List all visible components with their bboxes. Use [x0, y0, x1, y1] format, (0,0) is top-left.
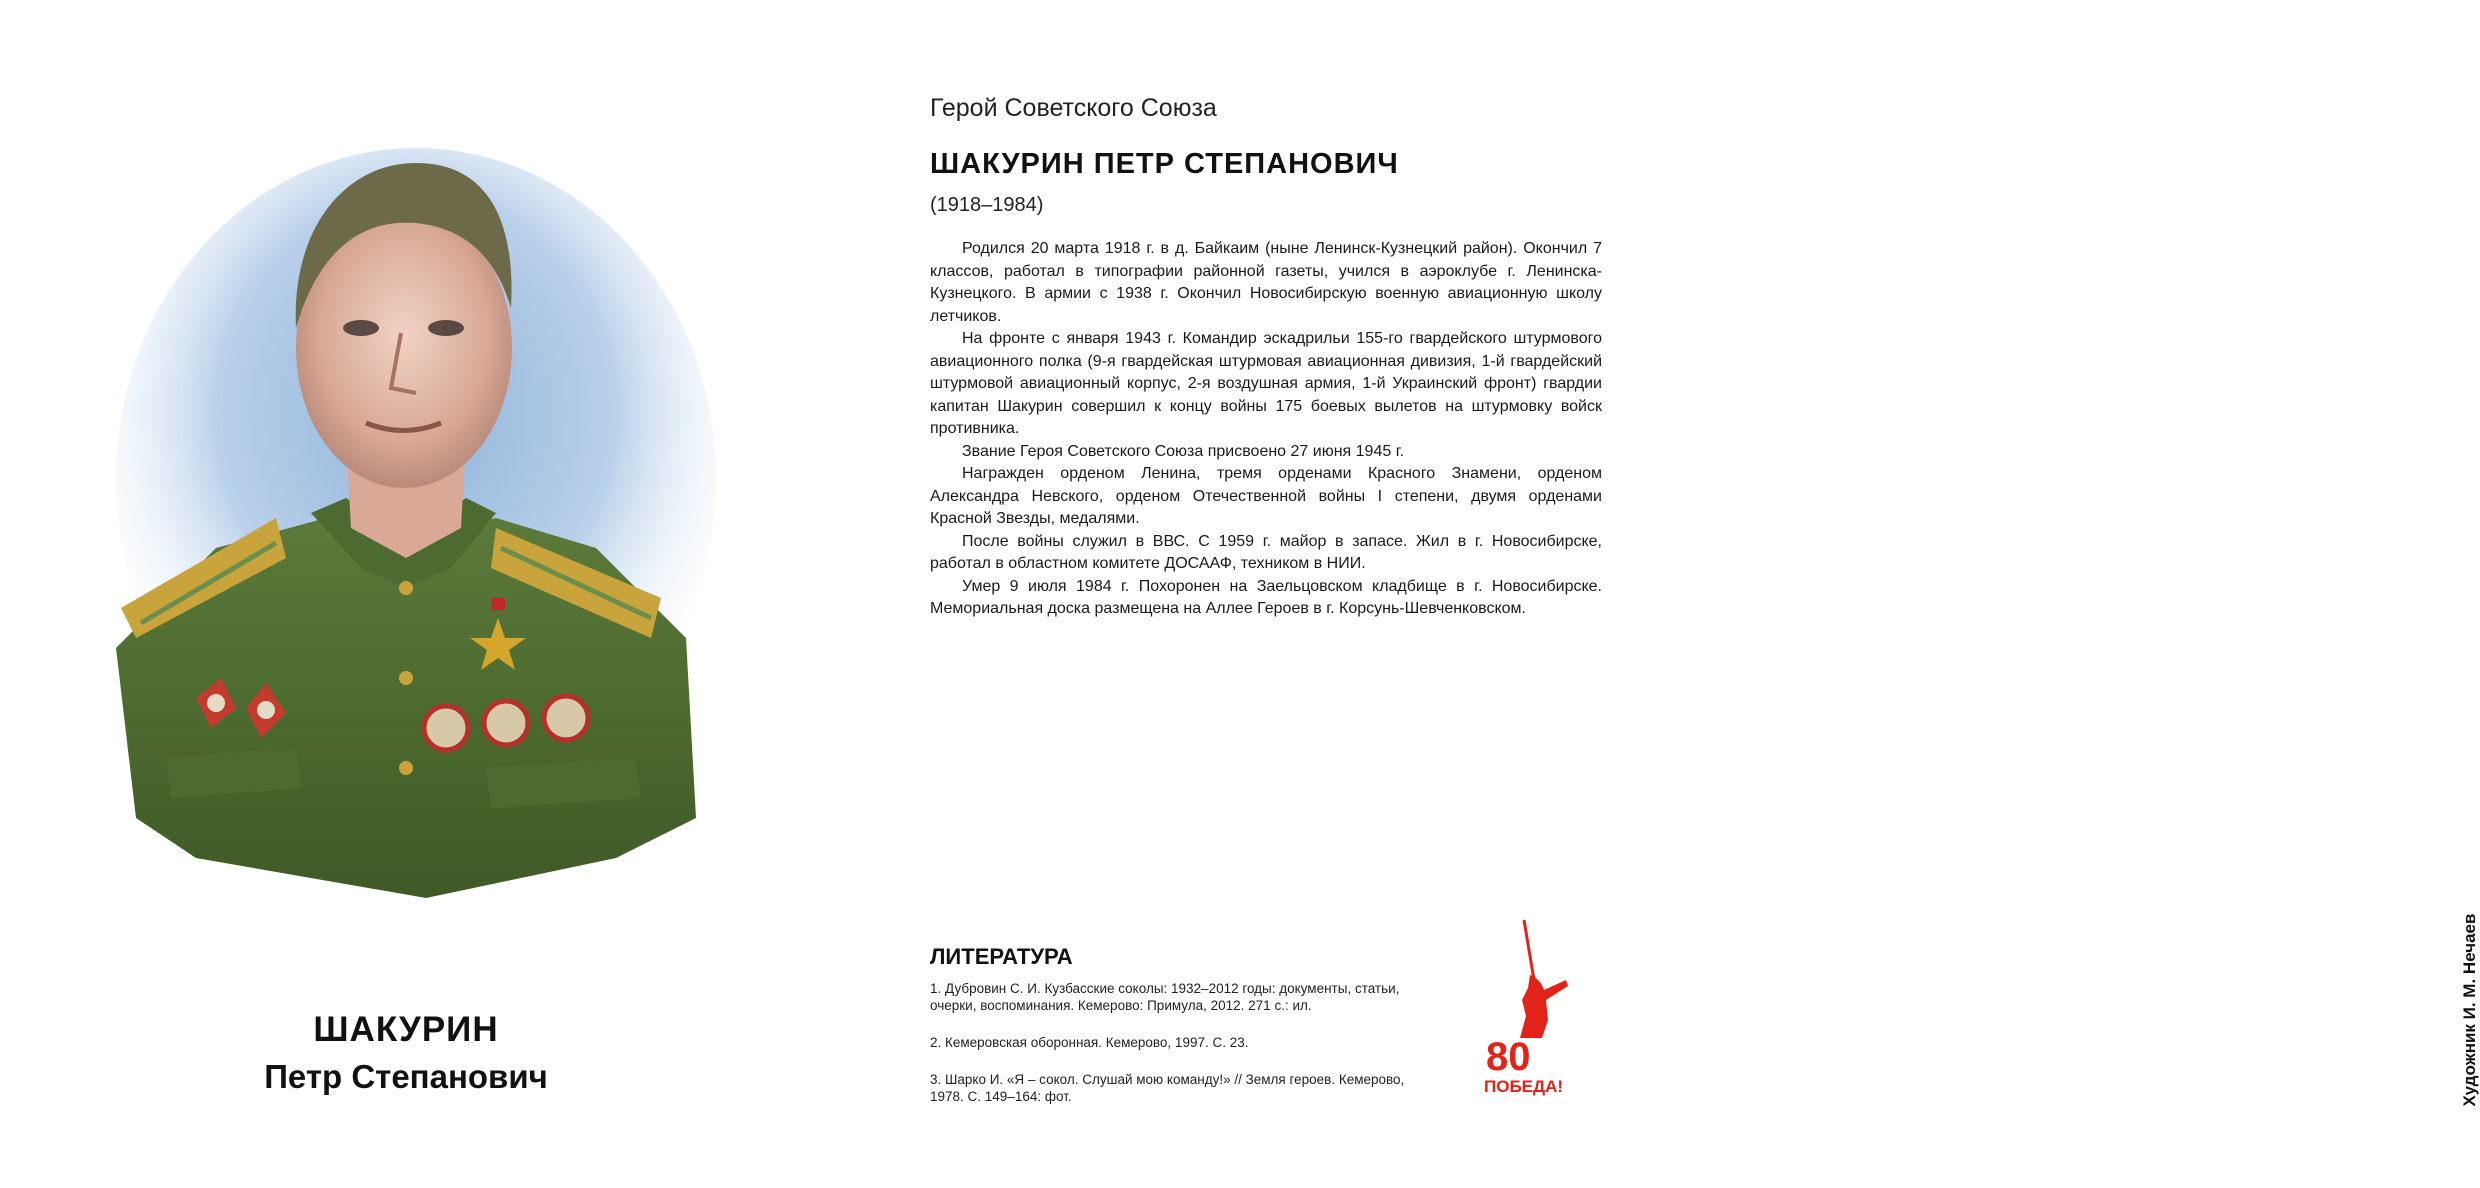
literature-item: 2. Кемеровская оборонная. Кемерово, 1997. С. 23.: [930, 1035, 1249, 1050]
literature-list: [930, 980, 1420, 1125]
life-years: (1918–1984): [930, 194, 1044, 216]
page-title: ШАКУРИН ПЕТР СТЕПАНОВИЧ: [930, 148, 1399, 180]
supertitle: Герой Советского Союза: [930, 94, 1217, 122]
caption-given-names: Петр Степанович: [264, 1058, 548, 1095]
bio-paragraph: На фронте с января 1943 г. Командир эскадрильи 155-го гвардейского штурмового авиационного полка (9-я гвардейская штурмовая авиационная дивизия, 1-й гвардейский штурмовой авиационный корпус, 2-я воздушная армия, 1-й Украинский фронт) гвардии капитан Шакурин совершил к концу войны 175 боевых вылетов на штурмовку войск противника.: [930, 330, 1602, 437]
biography: [930, 238, 1602, 621]
hero-portrait: [96, 118, 716, 978]
left-page: [0, 0, 840, 1188]
logo-text: ПОБЕДА!: [1484, 1077, 1564, 1096]
caption-surname: ШАКУРИН: [313, 1010, 499, 1049]
portrait-painting-icon: [96, 118, 716, 978]
motherland-calls-monument-icon: [1520, 920, 1568, 1038]
bio-paragraph: Родился 20 марта 1918 г. в д. Байкаим (ныне Ленинск-Кузнецкий район). Окончил 7 классов, работал в типографии районной газеты, учился в аэроклубе г. Ленинска-Кузнецкого. В армии с 1938 г. Окончил Новосибирскую военную авиационную школу летчиков.: [930, 240, 1602, 325]
literature-item: 3. Шарко И. «Я – сокол. Слушай мою команду!» // Земля героев. Кемерово, 1978. С. 149–164: фот.: [930, 1072, 1405, 1104]
logo-number: 80: [1486, 1035, 1531, 1079]
artist-credit: Художник И. М. Нечаев: [2460, 913, 2479, 1107]
victory-80-logo: [1482, 920, 1582, 1100]
literature-heading: ЛИТЕРАТУРА: [930, 944, 1073, 969]
bio-paragraph: Звание Героя Советского Союза присвоено 27 июня 1945 г.: [962, 442, 1405, 460]
bio-paragraph: Умер 9 июля 1984 г. Похоронен на Заельцовском кладбище в г. Новосибирске. Мемориальная доска размещена на Аллее Героев в г. Корсунь-Шевченковском.: [930, 577, 1602, 617]
literature-item: 1. Дубровин С. И. Кузбасские соколы: 1932–2012 годы: документы, статьи, очерки, воспоминания. Кемерово: Примула, 2012. 271 с.: ил.: [930, 981, 1400, 1013]
bio-paragraph: Награжден орденом Ленина, тремя орденами Красного Знамени, орденом Александра Невского, орденом Отечественной войны I степени, двумя орденами Красной Звезды, медалями.: [930, 465, 1602, 527]
bio-paragraph: После войны служил в ВВС. С 1959 г. майор в запасе. Жил в г. Новосибирске, работал в областном комитете ДОСААФ, техником в НИИ.: [930, 532, 1602, 572]
